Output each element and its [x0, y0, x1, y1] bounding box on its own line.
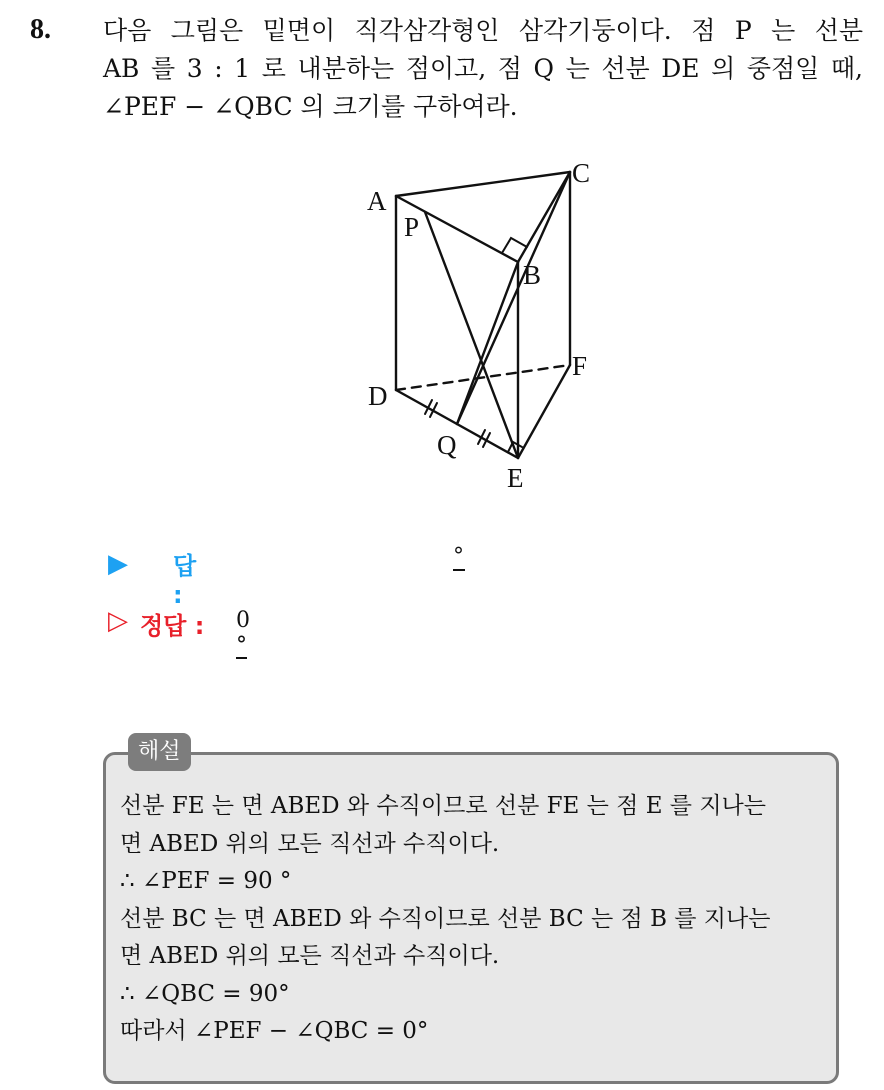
label-c: C — [572, 158, 591, 188]
solution-line: ∴ ∠PEF = 90 ° — [120, 868, 292, 894]
correct-answer-number: 0 — [236, 608, 250, 633]
solution-line: 선분 BC 는 면 ABED 와 수직이므로 선분 BC 는 점 B 를 지나는 — [120, 905, 771, 932]
label-d: D — [368, 381, 388, 411]
correct-answer-unit: ° — [236, 633, 247, 658]
solution-line: 면 ABED 위의 모든 직선과 수직이다. — [120, 943, 500, 969]
answer-row — [108, 544, 464, 609]
label-f: F — [572, 351, 588, 381]
label-p: P — [404, 212, 420, 242]
correct-answer-label: 정답 : — [140, 612, 205, 640]
solution-line: ∴ ∠QBC = 90° — [120, 980, 290, 1007]
segment-qb — [457, 262, 518, 424]
segment-qc — [457, 172, 570, 424]
question-number: 8. — [30, 14, 51, 45]
label-q: Q — [437, 430, 457, 460]
question-line: ∠PEF − ∠QBC 의 크기를 구하여라. — [103, 92, 518, 121]
correct-answer-value — [236, 608, 250, 659]
answer-unit: ° — [453, 544, 464, 569]
edge-ef — [518, 365, 570, 458]
solution-line: 따라서 ∠PEF − ∠QBC = 0° — [120, 1018, 429, 1044]
solution-line: 면 ABED 위의 모든 직선과 수직이다. — [120, 830, 500, 857]
edge-ac — [396, 172, 570, 196]
edge-bc — [518, 172, 570, 262]
label-a: A — [367, 186, 387, 216]
question-line: AB 를 3 : 1 로 내분하는 점이고, 점 Q 는 선분 DE 의 중점일 때, — [103, 54, 863, 83]
question-line: 다음 그림은 밑면이 직각삼각형인 삼각기둥이다. 점 P 는 선분 — [103, 16, 863, 45]
solution-tag: 해설 — [128, 733, 191, 771]
solution-line: 선분 FE 는 면 ABED 와 수직이므로 선분 FE 는 점 E 를 지나는 — [120, 793, 766, 819]
solution-text — [120, 788, 825, 1051]
answer-blank[interactable] — [453, 544, 465, 571]
filled-triangle-icon: ▶ — [108, 549, 128, 579]
outline-triangle-icon: ▷ — [108, 606, 128, 636]
label-b: B — [523, 260, 542, 290]
label-e: E — [507, 463, 524, 493]
answer-label: 답 : — [173, 552, 197, 609]
